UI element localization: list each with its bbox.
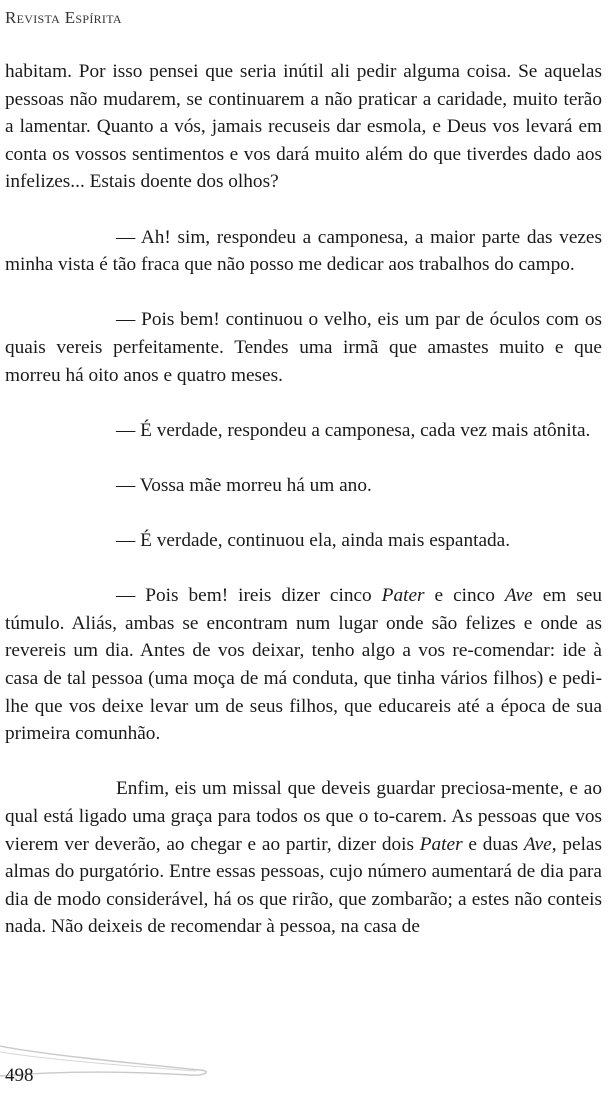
text-run: e cinco: [424, 585, 505, 607]
text-run: e duas: [462, 833, 524, 855]
body-text: [5, 58, 602, 941]
paragraph: [5, 775, 602, 941]
paragraph: [5, 527, 602, 555]
italic-term: Ave: [504, 585, 533, 607]
text-run: , pelas almas do purgatório. Entre essas pessoas, cujo número aumentará de dia para dia de modo considerável, há os que rirão, que zombarão; a estes não conteis nada. Não deixeis de recomendar à pessoa, na casa de: [5, 833, 602, 938]
text-run: Enfim, eis um missal que deveis guardar preciosa-mente, e ao qual está ligado uma graça para todos os que o to-carem. As pessoas que vos vierem ver deverão, ao chegar e ao partir, dizer dois: [5, 778, 602, 855]
italic-term: Pater: [419, 833, 463, 855]
text-run: — Pois bem! continuou o velho, eis um par de óculos com os quais vereis perfeitamente. Tendes uma irmã que amastes muito e que morreu há oito anos e quatro meses.: [5, 309, 602, 386]
italic-term: Ave: [523, 833, 552, 855]
text-run: habitam. Por isso pensei que seria inútil ali pedir alguma coisa. Se aquelas pessoas não mudarem, se continuarem a não praticar a caridade, muito terão a lamentar. Quanto a vós, jamais recuseis dar esmola, e Deus vos levará em conta os vossos sentimentos e vos dará muito além do que tiverdes dado aos infelizes... Estais doente dos olhos?: [5, 61, 602, 193]
paragraph: [5, 224, 602, 279]
paragraph: [5, 472, 602, 500]
text-run: — Vossa mãe morreu há um ano.: [116, 474, 372, 496]
paragraph: [5, 58, 602, 196]
text-run: — É verdade, respondeu a camponesa, cada vez mais atônita.: [116, 419, 591, 441]
page-number: 498: [5, 1065, 34, 1086]
text-run: — Pois bem! ireis dizer cinco: [116, 585, 382, 607]
paragraph: [5, 582, 602, 748]
text-run: — Ah! sim, respondeu a camponesa, a maior parte das vezes minha vista é tão fraca que não posso me dedicar aos trabalhos do campo.: [5, 226, 602, 276]
italic-term: Pater: [381, 585, 425, 607]
text-run: — É verdade, continuou ela, ainda mais espantada.: [116, 530, 511, 552]
paragraph: [5, 306, 602, 389]
text-run: em seu túmulo. Aliás, ambas se encontram num lugar onde são felizes e onde as revereis um dia. Antes de vos deixar, tenho algo a vos re-comendar: ide à casa de tal pessoa (uma moça de má conduta, que tinha vários filhos) e pedi-lhe que vos deixe levar um de seus filhos, que educareis até a época de sua primeira comunhão.: [5, 585, 602, 745]
paragraph: [5, 417, 602, 445]
running-head: Revista Espírita: [5, 8, 122, 27]
